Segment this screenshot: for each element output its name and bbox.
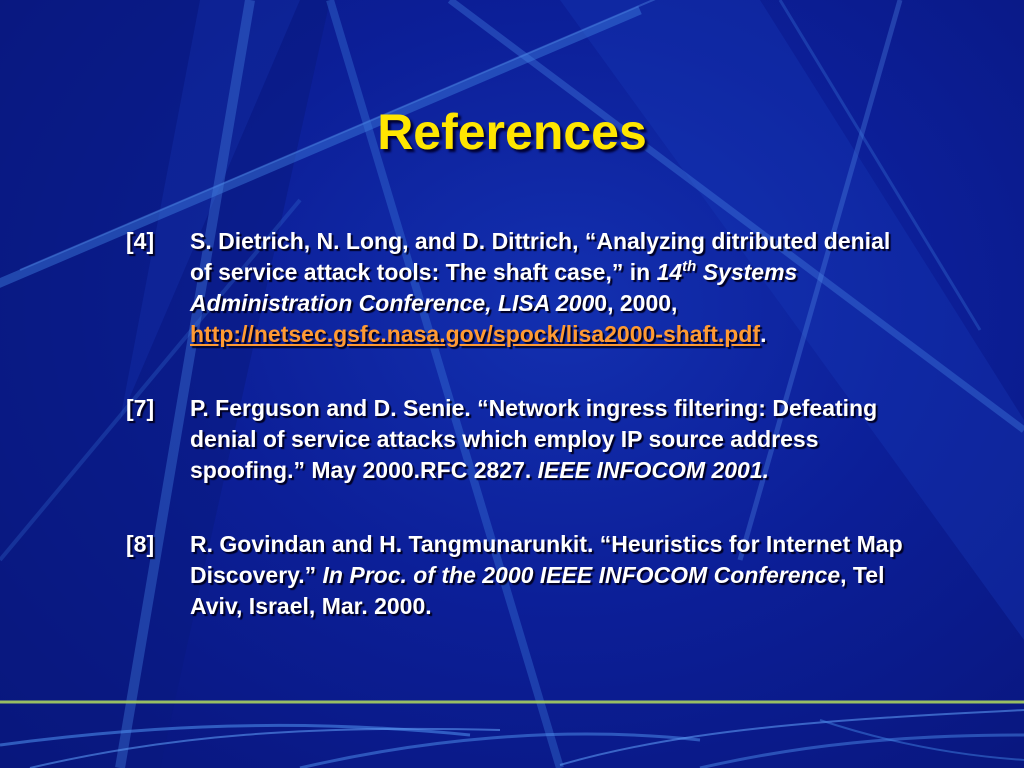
reference-text	[190, 226, 916, 350]
reference-venue: IEEE INFOCOM 2001.	[537, 457, 770, 483]
reference-main-text: P. Ferguson and D. Senie. “Network ingress filtering: Defeating denial of service attacks which employ IP source address spoofing.” May 2000.RFC 2827.	[190, 395, 878, 483]
reference-item	[126, 529, 916, 622]
reference-link[interactable]: http://netsec.gsfc.nasa.gov/spock/lisa2000-shaft.pdf	[190, 321, 761, 347]
reference-number: [8]	[126, 531, 155, 557]
reference-venue: In Proc. of the 2000 IEEE INFOCOM Conference	[322, 562, 841, 588]
reference-text	[190, 393, 916, 486]
reference-list	[126, 226, 916, 622]
reference-text	[190, 529, 916, 622]
reference-year: 0, 2000,	[594, 290, 678, 316]
reference-item	[126, 393, 916, 486]
reference-item	[126, 226, 916, 350]
reference-number: [4]	[126, 228, 155, 254]
venue-ordinal-suffix: th	[682, 258, 697, 275]
slide-title: References	[377, 104, 647, 160]
reference-main-text: R. Govindan and H. Tangmunarunkit. “Heuristics for Internet Map Discovery.”	[190, 531, 903, 588]
venue-name: Systems Administration Conference, LISA 200	[190, 259, 798, 316]
venue-ordinal-number: 14	[656, 259, 683, 285]
reference-authors-title: S. Dietrich, N. Long, and D. Dittrich, “Analyzing ditributed denial of service attack tools: The shaft case,” in	[190, 228, 891, 285]
reference-location-date: , Tel Aviv, Israel, Mar. 2000.	[190, 562, 885, 619]
reference-number: [7]	[126, 395, 155, 421]
reference-end-punctuation: .	[760, 321, 767, 347]
